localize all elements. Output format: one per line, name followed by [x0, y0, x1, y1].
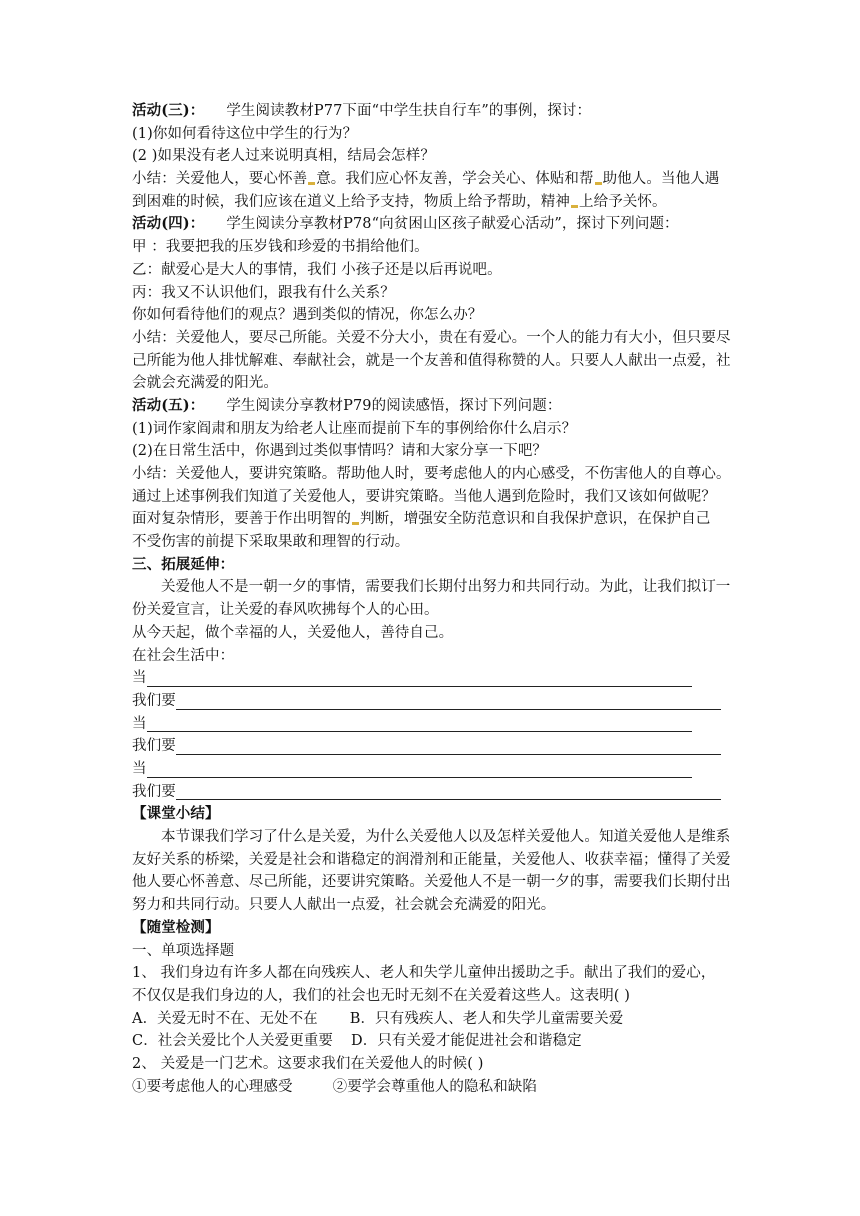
quiz-q1-option-a: A．关爱无时不在、无处不在	[132, 1010, 318, 1027]
quiz-heading: 【随堂检测】	[132, 918, 220, 936]
activity3-summary-part-b: 意。我们应心怀友善，学会关心、体贴和帮	[316, 171, 594, 188]
activity4-question: 你如何看待他们的观点？遇到类似的情况，你怎么办？	[132, 307, 483, 324]
activity4-intro-line	[132, 213, 732, 236]
activity5-q2: (2)在日常生活中，你遇到过类似事情吗？请和大家分享一下吧？	[132, 443, 548, 460]
pledge-blank-we-2[interactable]	[176, 738, 721, 755]
activity4-heading: 活动(四)：	[132, 215, 205, 233]
activity4-yi: 乙：献爱心是大人的事情，我们 小孩子还是以后再说吧。	[132, 261, 502, 278]
activity5-summary-line1: 小结：关爱他人，要讲究策略。帮助他人时，要考虑他人的内心感受，不伤害他人的自尊心。	[132, 466, 731, 483]
activity4-bing: 丙：我又不认识他们，跟我有什么关系？	[132, 284, 395, 301]
quiz-q1-options-cd	[132, 1030, 732, 1053]
activity3-summary-part-2a: 到困难的时候，我们应该在道义上给予支持，物质上给予帮助，精神	[132, 193, 570, 210]
extension-paragraph: 关爱他人不是一朝一夕的事情，需要我们长期付出努力和共同行动。为此，让我们拟订一份关爱宣言，让关爱的春风吹拂每个人的心田。	[132, 579, 731, 619]
quiz-section-title: 一、单项选择题	[132, 942, 235, 959]
edit-mark	[308, 182, 315, 185]
activity5-summary-part-3a: 面对复杂情形，要善于作出明智的	[132, 511, 351, 528]
extension-heading: 三、拓展延伸：	[132, 555, 235, 573]
pledge-blank-when-1[interactable]	[147, 670, 692, 687]
activity5-summary-line3	[132, 508, 732, 531]
pledge-label-we: 我们要	[132, 783, 176, 800]
quiz-q1-option-b: B．只有残疾人、老人和失学儿童需要关爱	[349, 1010, 624, 1027]
activity4-jia: 甲 ：我要把我的压岁钱和珍爱的书捐给他们。	[132, 239, 429, 256]
quiz-q2-option-1: ①要考虑他人的心理感受	[132, 1078, 293, 1095]
pledge-label-when: 当	[132, 715, 147, 732]
pledge-row-when-1	[132, 667, 732, 690]
extension-line2: 在社会生活中：	[132, 647, 235, 664]
quiz-q1-options-ab	[132, 1008, 732, 1031]
extension-line1: 从今天起，做个幸福的人，关爱他人，善待自己。	[132, 624, 454, 641]
activity5-summary-line2: 通过上述事例我们知道了关爱他人，要讲究策略。当他人遇到危险时，我们又该如何做呢？	[132, 488, 716, 505]
quiz-q1-option-d: D．只有关爱才能促进社会和谐稳定	[351, 1033, 582, 1050]
activity3-intro-line	[132, 100, 732, 123]
activity5-intro-line	[132, 395, 732, 418]
activity4-intro: 学生阅读分享教材P78“向贫困山区孩子献爱心活动”，探讨下列问题：	[226, 216, 679, 233]
activity3-summary-part-c: 助他人。当他人遇	[602, 171, 720, 188]
pledge-blank-when-2[interactable]	[147, 715, 692, 732]
pledge-blank-we-3[interactable]	[176, 783, 721, 800]
activity5-intro: 学生阅读分享教材P79的阅读感悟，探讨下列问题：	[226, 397, 562, 414]
pledge-row-we-1	[132, 690, 732, 713]
activity3-summary-line1	[132, 168, 732, 191]
activity3-q2: (2 )如果没有老人过来说明真相，结局会怎样？	[132, 148, 435, 165]
class-summary-heading: 【课堂小结】	[132, 805, 220, 823]
activity5-heading: 活动(五)：	[132, 396, 205, 414]
class-summary-paragraph: 本节课我们学习了什么是关爱，为什么关爱他人以及怎样关爱他人。知道关爱他人是维系友好关系的桥梁，关爱是社会和谐稳定的润滑剂和正能量，关爱他人、收获幸福；懂得了关爱他人要心怀善意、尽己所能，还要讲究策略。关爱他人不是一朝一夕的事，需要我们长期付出努力和共同行动。只要人人献出一点爱，社会就会充满爱的阳光。	[132, 829, 731, 914]
activity3-intro: 学生阅读教材P77下面“中学生扶自行车”的事例，探讨：	[226, 103, 592, 119]
activity3-heading: 活动(三)：	[132, 102, 205, 119]
activity3-q1: (1)你如何看待这位中学生的行为？	[132, 125, 358, 142]
pledge-blank-we-1[interactable]	[176, 693, 721, 710]
pledge-row-when-3	[132, 758, 732, 781]
edit-mark	[595, 182, 602, 185]
activity3-summary-line2	[132, 191, 732, 214]
pledge-row-when-2	[132, 713, 732, 736]
activity3-summary-part-2b: 上给予关怀。	[579, 193, 667, 210]
quiz-q1-line1: 1、 我们身边有许多人都在向残疾人、老人和失学儿童伸出援助之手。献出了我们的爱心，	[132, 965, 716, 982]
pledge-label-we: 我们要	[132, 738, 176, 755]
pledge-label-when: 当	[132, 761, 147, 777]
activity5-summary-line4: 不受伤害的前提下采取果敢和理智的行动。	[132, 534, 410, 551]
quiz-q2-options	[132, 1076, 732, 1099]
pledge-row-we-2	[132, 735, 732, 758]
edit-mark	[352, 522, 359, 525]
quiz-q1-line2: 不仅仅是我们身边的人，我们的社会也无时无刻不在关爱着这些人。这表明( )	[132, 987, 631, 1004]
pledge-row-we-3	[132, 781, 732, 804]
activity5-q1: (1)词作家阎肃和朋友为给老人让座而提前下车的事例给你什么启示？	[132, 420, 577, 437]
pledge-label-we: 我们要	[132, 692, 176, 709]
document-body	[132, 100, 732, 1098]
edit-mark	[571, 205, 578, 208]
pledge-label-when: 当	[132, 670, 147, 687]
activity5-summary-part-3b: 判断，增强安全防范意识和自我保护意识，在保护自己	[360, 511, 711, 528]
quiz-q1-option-c: C．社会关爱比个人关爱更重要	[132, 1033, 333, 1050]
quiz-q2-line1: 2、 关爱是一门艺术。这要求我们在关爱他人的时候( )	[132, 1056, 484, 1073]
activity4-summary: 小结：关爱他人，要尽己所能。关爱不分大小，贵在有爱心。一个人的能力有大小，但只要尽己所能为他人排忧解难、奉献社会，就是一个友善和值得称赞的人。只要人人献出一点爱，社会就会充满爱的阳光。	[132, 329, 731, 392]
pledge-blank-when-3[interactable]	[147, 761, 692, 778]
activity3-summary-part-a: 小结：关爱他人，要心怀善	[132, 171, 308, 188]
quiz-q2-option-2: ②要学会尊重他人的隐私和缺陷	[332, 1078, 538, 1095]
